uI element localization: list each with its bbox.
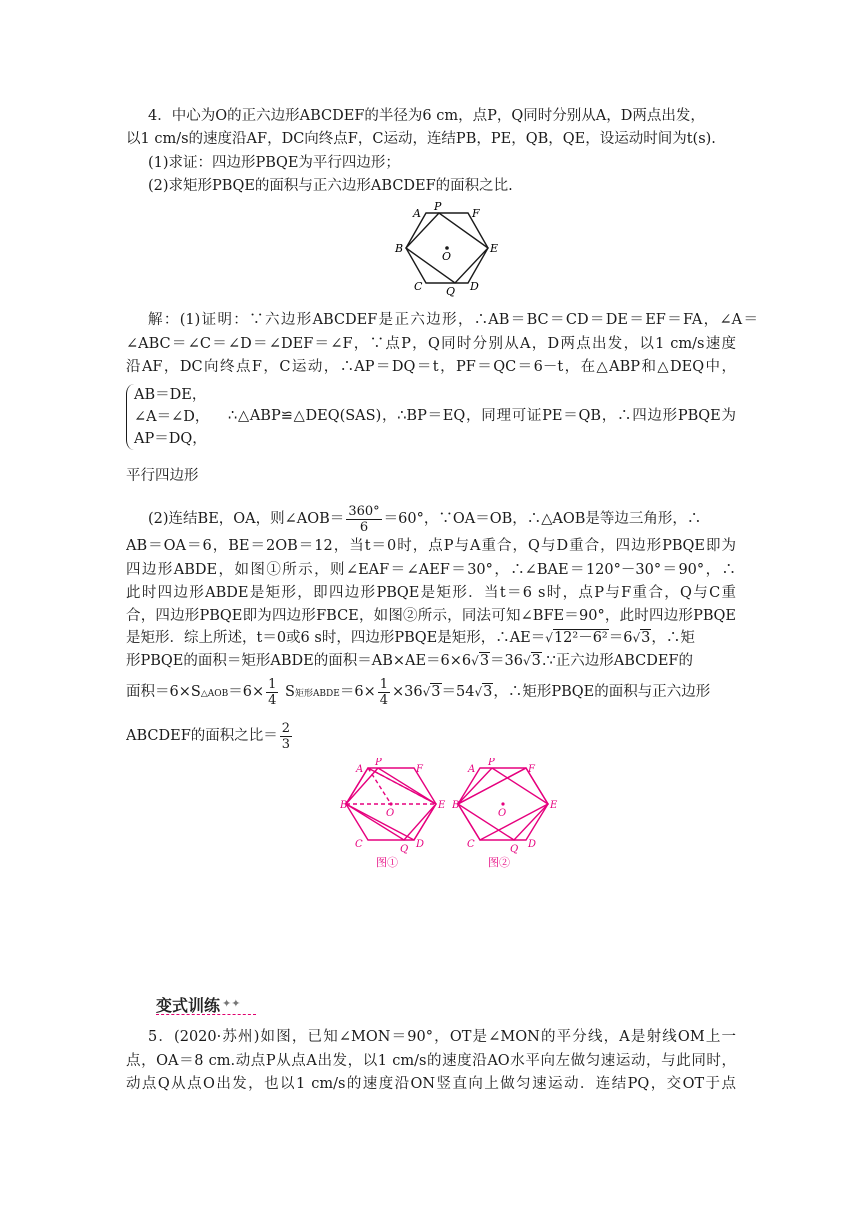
fig2-label-b: B [452, 800, 460, 811]
label-q: Q [446, 285, 456, 298]
label-p: P [434, 202, 442, 213]
problem4-line1: 4．中心为O的正六边形ABCDEF的半径为6 cm，点P，Q同时分别从A，D两点出发， [148, 108, 705, 124]
fig1-label-a: A [356, 764, 364, 775]
brace [126, 384, 135, 450]
figure1-center [389, 802, 392, 805]
section-title [156, 993, 240, 1016]
system-row3: AP＝DQ， [134, 431, 207, 447]
fig1-label-o: O [386, 808, 395, 819]
part2-line7: 形PBQE的面积＝矩形ABDE的面积＝AB×AE＝6×6√3＝36√3.∵正六边形ABCDEF的 [126, 653, 693, 669]
system-conclusion: ∴△ABP≌△DEQ(SAS)，∴BP＝EQ，同理可证PE＝QB，∴四边形PBQE为 [228, 408, 736, 424]
label-a: A [413, 207, 421, 220]
star-icon: ✦✦ [222, 997, 241, 1010]
problem5-line3: 动点Q从点O出发，也以1 cm/s的速度沿ON竖直向上做匀速运动．连结PQ，交OT于点 [126, 1076, 736, 1092]
solution-line2: ∠ABC＝∠C＝∠D＝∠DEF＝∠F，∵点P，Q同时分别从A，D两点出发，以1 cm/s速度 [126, 336, 736, 352]
fig2-label-p: P [488, 758, 495, 768]
label-o: O [442, 250, 452, 263]
fig1-label-c: C [355, 839, 363, 850]
fig2-label-f: F [528, 764, 535, 775]
label-f: F [472, 207, 480, 220]
system-row2: ∠A＝∠D， [134, 409, 210, 425]
fraction-360-6: $\frac{360^\circ}{6}$ [348, 503, 380, 535]
part2-line5: 合，四边形PBQE即为四边形FBCE，如图②所示，同法可知∠BFE＝90°，此时四边形PBQE [126, 608, 736, 624]
label-c: C [414, 280, 423, 293]
part2-line4: 此时四边形ABDE是矩形，即四边形PBQE是矩形．当t＝6 s时，点P与F重合，Q与C重 [126, 585, 736, 601]
hexagon-figure [392, 202, 502, 298]
problem4-question2: (2)求矩形PBQE的面积与正六边形ABCDEF的面积之比. [148, 178, 513, 194]
fraction-2-3: $\frac{2}{3}$ [281, 720, 291, 752]
figure1-caption: 图① [376, 856, 398, 869]
label-b: B [395, 242, 404, 255]
section-title-text: 变式训练 [156, 996, 221, 1015]
part2-line1-post: ＝60°，∵OA＝OB，∴△AOB是等边三角形，∴ [383, 511, 702, 527]
part2-line6: 是矩形．综上所述，t＝0或6 s时，四边形PBQE是矩形，∴AE＝√12²－6²＝6√3，∴矩 [126, 630, 695, 646]
system-row1: AB＝DE， [134, 387, 207, 403]
part2-line1 [148, 500, 758, 538]
radical-12-6: 12²－6² [553, 630, 608, 646]
figure2-caption: 图② [488, 856, 510, 869]
fig2-label-e: E [550, 800, 558, 811]
solution-line3: 沿AF，DC向终点F，C运动，∴AP＝DQ＝t，PF＝QC＝6－t，在△ABP和△DEQ中， [126, 359, 736, 375]
fraction-1-4-b: $\frac{1}{4}$ [379, 676, 388, 708]
figure2-center [501, 802, 504, 805]
fig2-label-d: D [528, 839, 537, 850]
fig2-label-o: O [498, 808, 507, 819]
figure-1 [340, 758, 450, 870]
part2-line9: ABCDEF的面积之比＝ $\frac{2}{3}$ [126, 720, 291, 752]
fig1-label-d: D [416, 839, 425, 850]
solution-line1: 解：(1)证明：∵六边形ABCDEF是正六边形，∴AB＝BC＝CD＝DE＝EF＝FA，∠A＝ [148, 312, 758, 328]
label-e: E [490, 242, 499, 255]
fig1-label-p: P [375, 758, 382, 768]
fraction-1-4-a: $\frac{1}{4}$ [268, 676, 277, 708]
figure-2 [452, 758, 562, 870]
part2-line8: 面积＝6×S△AOB＝6× $\frac{1}{4}$ S矩形ABDE＝6× $\frac{1}{4}$ ×36√3＝54√3，∴矩形PBQE的面积与正六边形 [126, 676, 711, 708]
section-underline [156, 1014, 256, 1015]
fig1-label-f: F [416, 764, 423, 775]
solution-line4: 平行四边形 [126, 468, 199, 484]
equation-system [126, 384, 209, 450]
fig1-label-e: E [438, 800, 446, 811]
problem4-question1: (1)求证：四边形PBQE为平行四边形； [148, 155, 400, 171]
label-d: D [470, 280, 479, 293]
part2-line3: 四边形ABDE，如图①所示，则∠EAF＝∠AEF＝30°，∴∠BAE＝120°－30°＝90°，∴ [126, 562, 736, 578]
problem5-line2: 点，OA＝8 cm.动点P从点A出发，以1 cm/s的速度沿AO水平向左做匀速运动，与此同时， [126, 1053, 736, 1069]
part2-line2: AB＝OA＝6，BE＝2OB＝12，当t＝0时，点P与A重合，Q与D重合，四边形PBQE即为 [126, 538, 736, 554]
fig2-label-q: Q [510, 844, 519, 855]
fig2-label-a: A [468, 764, 476, 775]
part2-line1-pre: (2)连结BE，OA，则∠AOB＝ [148, 511, 345, 527]
fig1-label-q: Q [400, 844, 409, 855]
problem4-line2: 以1 cm/s的速度沿AF，DC向终点F，C运动，连结PB，PE，QB，QE，设运动时间为t(s). [126, 131, 716, 147]
fig2-label-c: C [467, 839, 475, 850]
fig1-label-b: B [340, 800, 348, 811]
problem5-line1: 5．(2020·苏州)如图，已知∠MON＝90°，OT是∠MON的平分线，A是射线OM上一 [148, 1029, 736, 1045]
